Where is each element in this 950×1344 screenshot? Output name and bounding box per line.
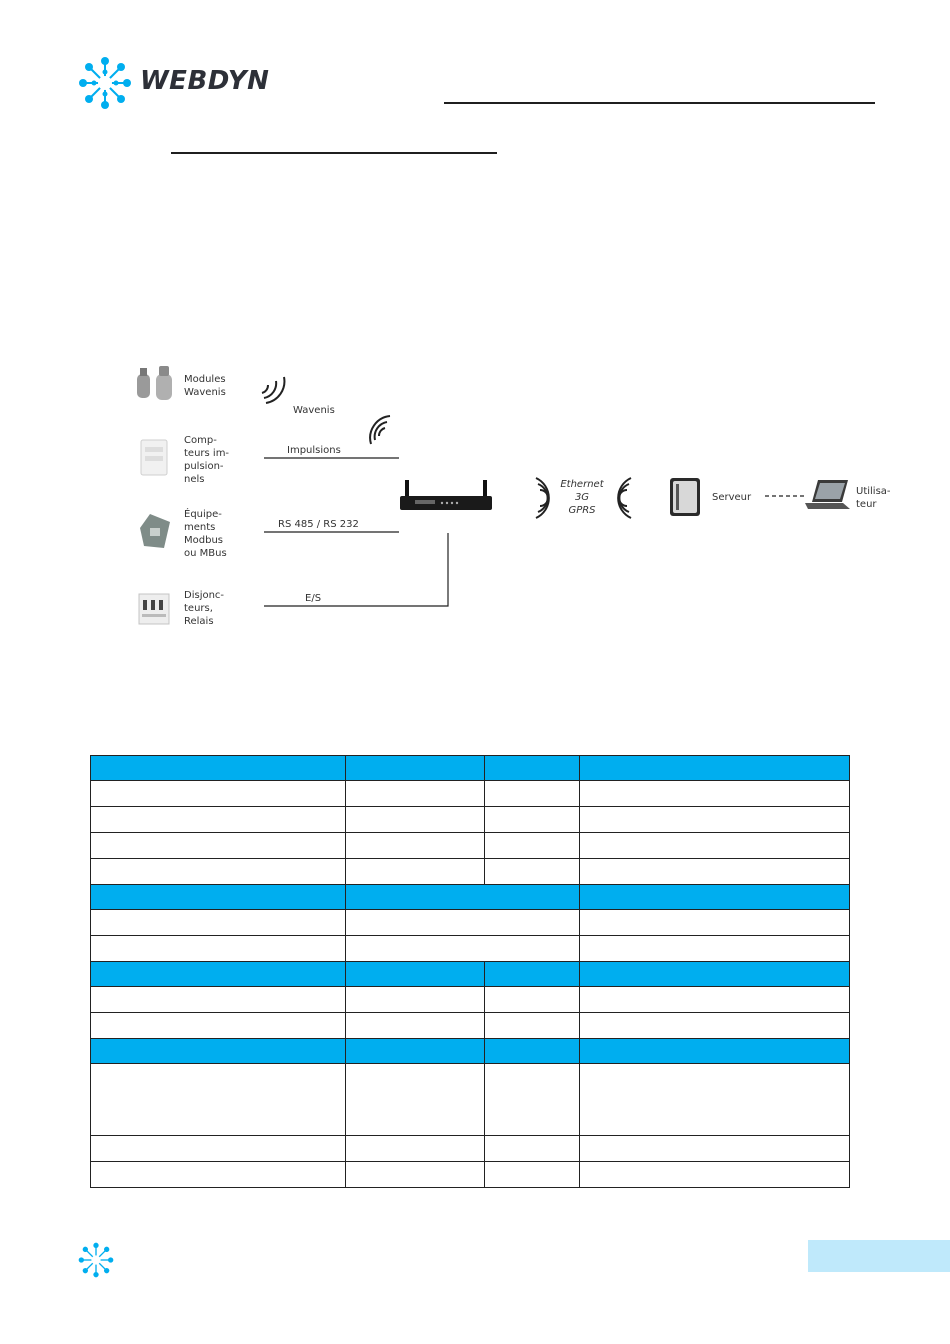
- device-label: Modules Wavenis: [184, 374, 226, 398]
- circuit-breaker-icon: [139, 594, 169, 624]
- table-row: [91, 807, 850, 833]
- table-header-row: [91, 962, 850, 987]
- connection-label: Wavenis: [293, 405, 335, 416]
- table-row: [91, 1162, 850, 1188]
- page-number-box: [808, 1240, 950, 1272]
- wireless-signal-icon: [370, 416, 390, 444]
- connection-label: Impulsions: [287, 445, 341, 456]
- table-row: [91, 859, 850, 885]
- table-row: [91, 833, 850, 859]
- table-row: [91, 781, 850, 807]
- connection-label: E/S: [305, 593, 322, 604]
- laptop-icon: [805, 480, 850, 509]
- table-header-row: [91, 1039, 850, 1064]
- server-icon: [670, 478, 700, 516]
- table-row: [91, 1013, 850, 1039]
- table-row: [91, 1136, 850, 1162]
- webdyn-logo-icon: [78, 56, 132, 110]
- table-row: [91, 1064, 850, 1136]
- webdyn-logo-icon: [78, 1242, 114, 1278]
- user-label: Utilisa- teur: [856, 486, 891, 510]
- connection-label: RS 485 / RS 232: [278, 519, 359, 530]
- diagram-graphics: [0, 350, 950, 650]
- table-header-row: [91, 756, 850, 781]
- device-label: Comp- teurs im- pulsion- nels: [184, 435, 230, 485]
- wavenis-module-icon: [137, 366, 172, 400]
- table-row: [91, 936, 850, 962]
- wireless-signal-icon: [618, 478, 631, 518]
- modbus-device-icon: [140, 514, 170, 548]
- section-title-rule: [171, 152, 497, 154]
- architecture-diagram: [0, 350, 950, 650]
- wireless-signal-icon: [536, 478, 549, 518]
- pulse-meter-icon: [141, 440, 167, 475]
- brand-name: WEBDYN: [140, 66, 270, 96]
- table-row: [91, 987, 850, 1013]
- wireless-signal-icon: [262, 377, 284, 403]
- header-rule: [444, 102, 875, 104]
- webdyn-gateway-icon: [400, 480, 492, 510]
- spec-table: [90, 755, 850, 1188]
- table-row: [91, 910, 850, 936]
- device-label: Disjonc- teurs, Relais: [184, 590, 225, 627]
- device-label: Équipe- ments Modbus ou MBus: [184, 509, 227, 559]
- network-label: Ethernet 3G GPRS: [560, 479, 604, 516]
- server-label: Serveur: [712, 492, 752, 503]
- table-header-row: [91, 885, 850, 910]
